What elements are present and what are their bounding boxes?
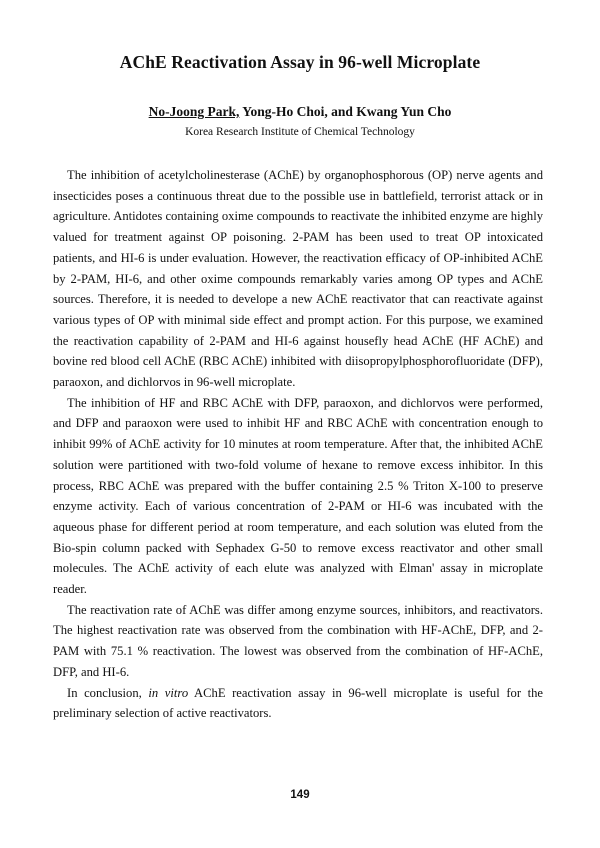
author-line bbox=[0, 104, 600, 120]
paragraph-conclusion bbox=[53, 683, 543, 724]
paragraph-methods: The inhibition of HF and RBC AChE with DFP, paraoxon, and dichlorvos were performed, and DFP and paraoxon were used to inhibit HF and RBC AChE with concentration enough to inhibit 99% of AChE activity for 10 minutes at room temperature. After that, the inhibited AChE solution were partitioned with two-fold volume of hexane to remove excess inhibitor. In this process, RBC AChE was prepared with the buffer containing 2.5 % Triton X-100 to preserve enzyme activity. Each of various concentration of 2-PAM or HI-6 was incubated with the aqueous phase for different period at room temperature, and each solution was eluted from the Bio-spin column packed with Sephadex G-50 to remove excess reactivator and other small molecules. The AChE activity of each elute was analyzed with Elman' assay in microplate reader. bbox=[53, 395, 543, 597]
paper-title: AChE Reactivation Assay in 96-well Microplate bbox=[119, 52, 481, 72]
paragraph-introduction: The inhibition of acetylcholinesterase (AChE) by organophosphorous (OP) nerve agents and insecticides poses a continuous threat due to the possible use in battlefield, terrorist attack or in agriculture. Antidotes containing oxime compounds to reactivate the inhibited enzyme are highly valued for treatment against OP poisoning. 2-PAM has been used to treat OP intoxicated patients, and HI-6 is under evaluation. However, the reactivation efficacy of OP-inhibited AChE by 2-PAM, HI-6, and other oxime compounds remarkably varies among OP types and AChE sources. Therefore, it is needed to develope a new AChE reactivator that can reactivate against various types of OP with minimal side effect and prompt action. For this purpose, we examined the reactivation capability of 2-PAM and HI-6 against housefly head AChE (HF AChE) and bovine red blood cell AChE (RBC AChE) inhibited with diisopropylphosphorofluoridate (DFP), paraoxon, and dichlorvos in 96-well microplate. bbox=[53, 168, 543, 390]
paragraph-results: The reactivation rate of AChE was differ among enzyme sources, inhibitors, and reactivators. The highest reactivation rate was observed from the combination with HF-AChE, DFP, and 2-PAM with 75.1 % reactivation. The lowest was observed from the combination of HF-AChE, DFP, and HI-6. bbox=[53, 602, 543, 679]
conclusion-italic: in vitro bbox=[148, 685, 189, 700]
conclusion-lead: In conclusion, bbox=[67, 685, 149, 700]
abstract-body bbox=[53, 165, 543, 724]
presenting-author: No-Joong Park, bbox=[148, 104, 240, 119]
co-authors: Yong-Ho Choi, and Kwang Yun Cho bbox=[239, 104, 452, 119]
page-number: 149 bbox=[290, 789, 310, 801]
affiliation: Korea Research Institute of Chemical Technology bbox=[185, 126, 415, 138]
conclusion-rest: AChE reactivation assay in 96-well microplate is useful for the preliminary selection of active reactivators. bbox=[53, 685, 543, 721]
